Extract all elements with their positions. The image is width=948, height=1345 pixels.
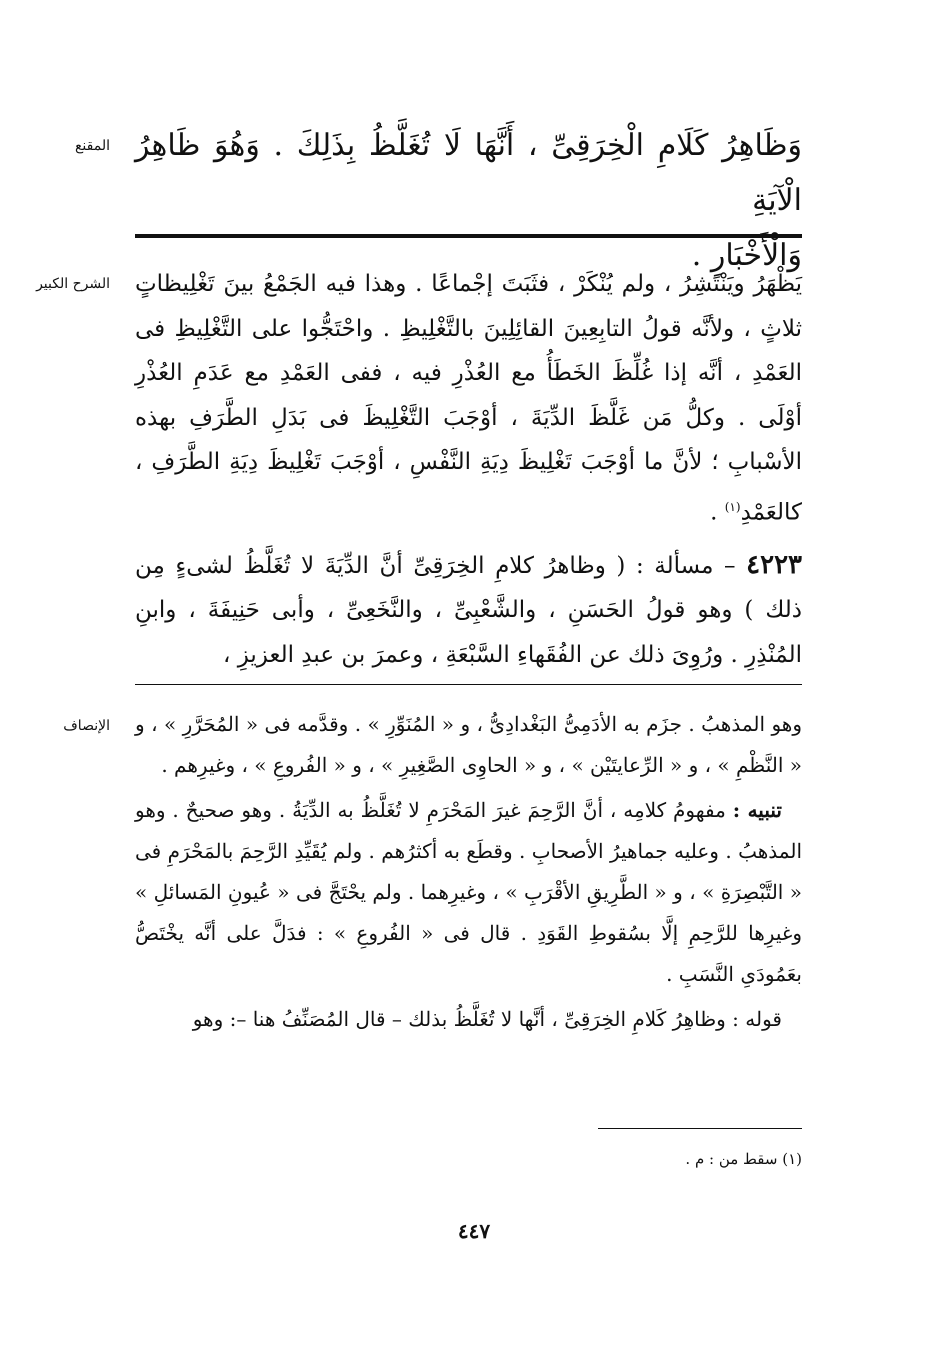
muqni-line: وَظَاهِرُ كَلَامِ الْخِرَقِىِّ ، أَنَّهَا لَا تُغَلَّظُ بِذَلِكَ . وَهُوَ ظَاهِرُ الْآيَةِ — [135, 128, 802, 218]
insaf-text — [135, 704, 802, 1040]
tanbih-text: مفهومُ كلامِه ، أنَّ الرَّحِمَ غيرَ المَحْرَمِ لا تُغَلَّظُ به الدِّيَةُ . وهو صحيحٌ . وهو المذهبُ . وعليه جماهيرُ الأصحابِ . وقطَع به أكثرُهم . ولم يُقَيِّدِ الرَّحِمَ بالمَحْرَمِ فى « التَّبْصِرَةِ » ، و « الطَّرِيقِ الأقْرَبِ » ، وغيرِهما . ولم يحْتَجَّ فى « عُيونِ المَسائلِ » وغيرِها للرَّحِمِ إلَّا بسُقوطِ القَوَدِ . قال فى « الفُروعِ » : فدَلَّ على أنَّه يخْتَصُّ بعَمُودَىِ النَّسَبِ . — [135, 798, 802, 986]
masala-paragraph — [135, 543, 802, 678]
masala-number: ٤٢٢٣ — [746, 549, 802, 580]
section-divider-thick — [135, 234, 802, 238]
footnote-divider — [598, 1128, 802, 1129]
insaf-section — [0, 704, 948, 1124]
muqni-section — [0, 118, 948, 273]
page-number: ٤٤٧ — [457, 1219, 491, 1243]
tanbih-paragraph — [135, 790, 802, 995]
insaf-paragraph: وهو المذهبُ . جزَم به الأدَمِىُّ البَغْدادِىُّ ، و « المُنَوِّرِ » . وقدَّمه فى « المُحَرَّرِ » ، و « النَّظْمِ » ، و « الرِّعايتَيْن » ، و « الحاوِى الصَّغِيرِ » ، و « الفُروعِ » ، وغيرِهم . — [135, 712, 802, 777]
muqni-text — [135, 118, 802, 283]
sharh-section — [0, 262, 948, 682]
masala-text: – مسألة : ( وظاهرُ كلامِ الخِرَقِىِّ أنَّ الدِّيَةَ لا تُغَلَّظُ لشىءٍ مِن ذلك ) وهو قولُ الحَسَنِ ، والشَّعْبِىِّ ، والنَّخَعِىِّ ، وأبى حَنِيفَةَ ، وابنِ المُنْذِرِ . ورُوِىَ ذلك عن الفُقَهاءِ السَّبْعَةِ ، وعمرَ بن عبدِ العزيزِ ، — [135, 552, 802, 668]
footnote: (١) سقط من : م . — [685, 1150, 802, 1168]
insaf-label: الإنصاف — [63, 718, 110, 734]
footnote-reference: (١) — [724, 499, 741, 514]
muqni-label: المقنع — [74, 138, 110, 154]
sharh-paragraph-text: يَظْهَرُ ويَنْتَشِرُ ، ولم يُنْكَرْ ، فثَبَتَ إجْماعًا . وهذا فيه الجَمْعُ بينَ تَغْلِيظاتٍ ثلاثٍ ، ولأنَّه قولُ التابِعِينَ القائِلِينَ بالتَّغْلِيظِ . واحْتَجُّوا على التَّغْلِيظِ فى العَمْدِ ، أنَّه إذا غُلِّظَ الخَطَأُ مع العُذْرِ فيه ، ففى العَمْدِ مع عَدَمِ العُذْرِ أوْلَى . وكلُّ مَن غَلَّظَ الدِّيَةَ ، أوْجَبَ التَّغْلِيظَ فى بَدَلِ الطَّرَفِ بهذه الأسْبابِ ؛ لأنَّ ما أوْجَبَ تَغْلِيظَ دِيَةِ النَّفْسِ ، أوْجَبَ تَغْلِيظَ دِيَةِ الطَّرَفِ ، كالعَمْدِ — [135, 271, 802, 526]
sharh-text — [135, 262, 802, 677]
sharh-paragraph-end: . — [710, 499, 725, 526]
muqni-line: وَالْأَخْبَارِ . — [691, 238, 802, 273]
insaf-paragraph: قوله : وظاهِرُ كَلامِ الخِرَقِىِّ ، أنَّها لا تُغَلَّظُ بذلك – قال المُصَنِّفُ هنا –: وهو — [192, 1007, 782, 1031]
sharh-label: الشرح الكبير — [36, 276, 110, 292]
sharh-paragraph — [135, 262, 802, 535]
section-divider-thin — [135, 684, 802, 685]
tanbih-label: تنبيه : — [732, 798, 782, 822]
